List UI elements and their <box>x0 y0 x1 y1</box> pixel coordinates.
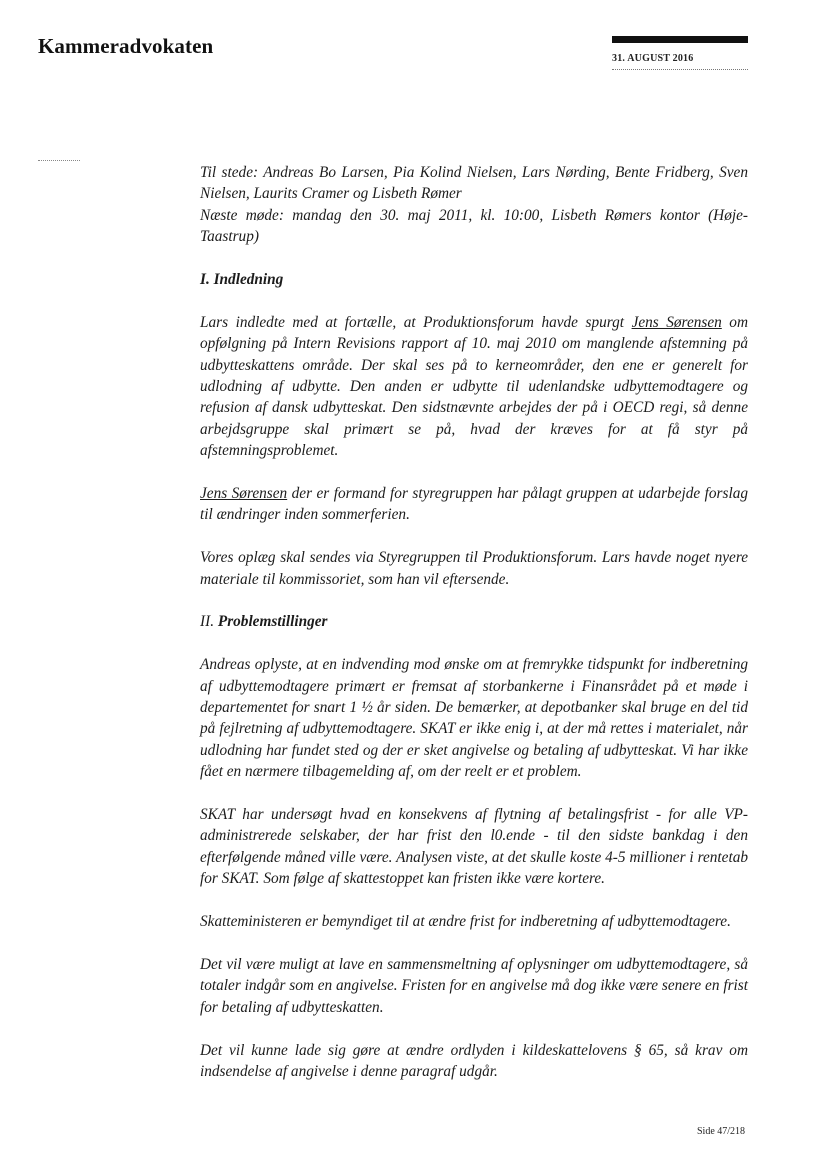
attendance-line: Til stede: Andreas Bo Larsen, Pia Kolind Nielsen, Lars Nørding, Bente Fridberg, Sven Nielsen, Laurits Cramer og Lisbeth Rømer <box>200 164 748 203</box>
paragraph: Det vil kunne lade sig gøre at ændre ordlyden i kildeskattelovens § 65, så krav om indsendelse af angivelse i denne paragraf udgår. <box>200 1041 748 1080</box>
paragraph: Skatteministeren er bemyndiget til at ændre frist for indberetning af udbyttemodtagere. <box>200 913 731 931</box>
brand-title: Kammeradvokaten <box>38 34 214 58</box>
margin-mark <box>38 160 80 161</box>
text-run: Lars indledte med at fortælle, at Produktionsforum havde spurgt <box>200 313 632 331</box>
next-meeting-line: Næste møde: mandag den 30. maj 2011, kl. 10:00, Lisbeth Rømers kontor (Høje-Taastrup) <box>200 206 748 246</box>
text-run: der er formand for styregruppen har pålagt gruppen at udarbejde forslag til ændringer inden sommerferien. <box>200 485 748 524</box>
paragraph <box>200 483 748 526</box>
section-heading-problemstillinger <box>200 611 748 632</box>
heading-number: II. <box>200 613 218 631</box>
page-number: Side 47/218 <box>697 1126 746 1137</box>
text-run: om opfølgning på Intern Revisions rapport af 10. maj 2010 om manglende afstemning på udbytteskattens område. Der skal ses på to kerneområder, den ene er generelt for udlodning af udbytte. Den anden er udbytte til udenlandske udbyttemodtagere og refusion af dansk udbytteskat. Den sidstnævnte arbejdes der på i OECD regi, så denne arbejdsgruppe skal primært se på, hvad der kræves for at få styr på afstemningsproblemet. <box>200 313 748 460</box>
paragraph: Vores oplæg skal sendes via Styregruppen til Produktionsforum. Lars havde noget nyere materiale til kommissoriet, som han vil eftersende. <box>200 549 748 588</box>
date-bar <box>612 36 748 43</box>
date-rule <box>612 69 748 70</box>
paragraph: Det vil være muligt at lave en sammensmeltning af oplysninger om udbyttemodtagere, så totaler indgår som en angivelse. Fristen for en angivelse må dog ikke være senere en frist for betaling af udbytteskatten. <box>200 955 748 1016</box>
person-name: Jens Sørensen <box>200 485 288 503</box>
person-name: Jens Sørensen <box>631 313 722 331</box>
document-date: 31. AUGUST 2016 <box>612 53 694 64</box>
paragraph <box>200 312 748 462</box>
date-block <box>612 36 748 70</box>
document-body <box>200 162 748 1104</box>
paragraph: SKAT har undersøgt hvad en konsekvens af flytning af betalingsfrist - for alle VP-administrerede selskaber, der har frist den l0.ende - til den sidste bankdag i den efterfølgende måned ville være. Analysen viste, at det skulle koste 4-5 millioner i rentetab for SKAT. Som følge af skattestoppet kan fristen ikke være kortere. <box>200 806 748 888</box>
paragraph: Andreas oplyste, at en indvending mod ønske om at fremrykke tidspunkt for indberetning af udbyttemodtagere primært er fremsat af storbankerne i Finansrådet på et møde i departementet for snart 1 ½ år siden. De bemærker, at depotbanker skal bruge en del tid på fejlretning af udbyttemodtagere. SKAT er ikke enig i, at der må rettes i materialet, når udlodning har fundet sted og der er sket angivelse og betaling af udbytteskat. Vi har ikke fået en nærmere tilbagemelding af, om der reelt er et problem. <box>200 656 748 781</box>
section-heading-indledning: I. Indledning <box>200 271 284 289</box>
heading-title: Problemstillinger <box>217 613 328 631</box>
